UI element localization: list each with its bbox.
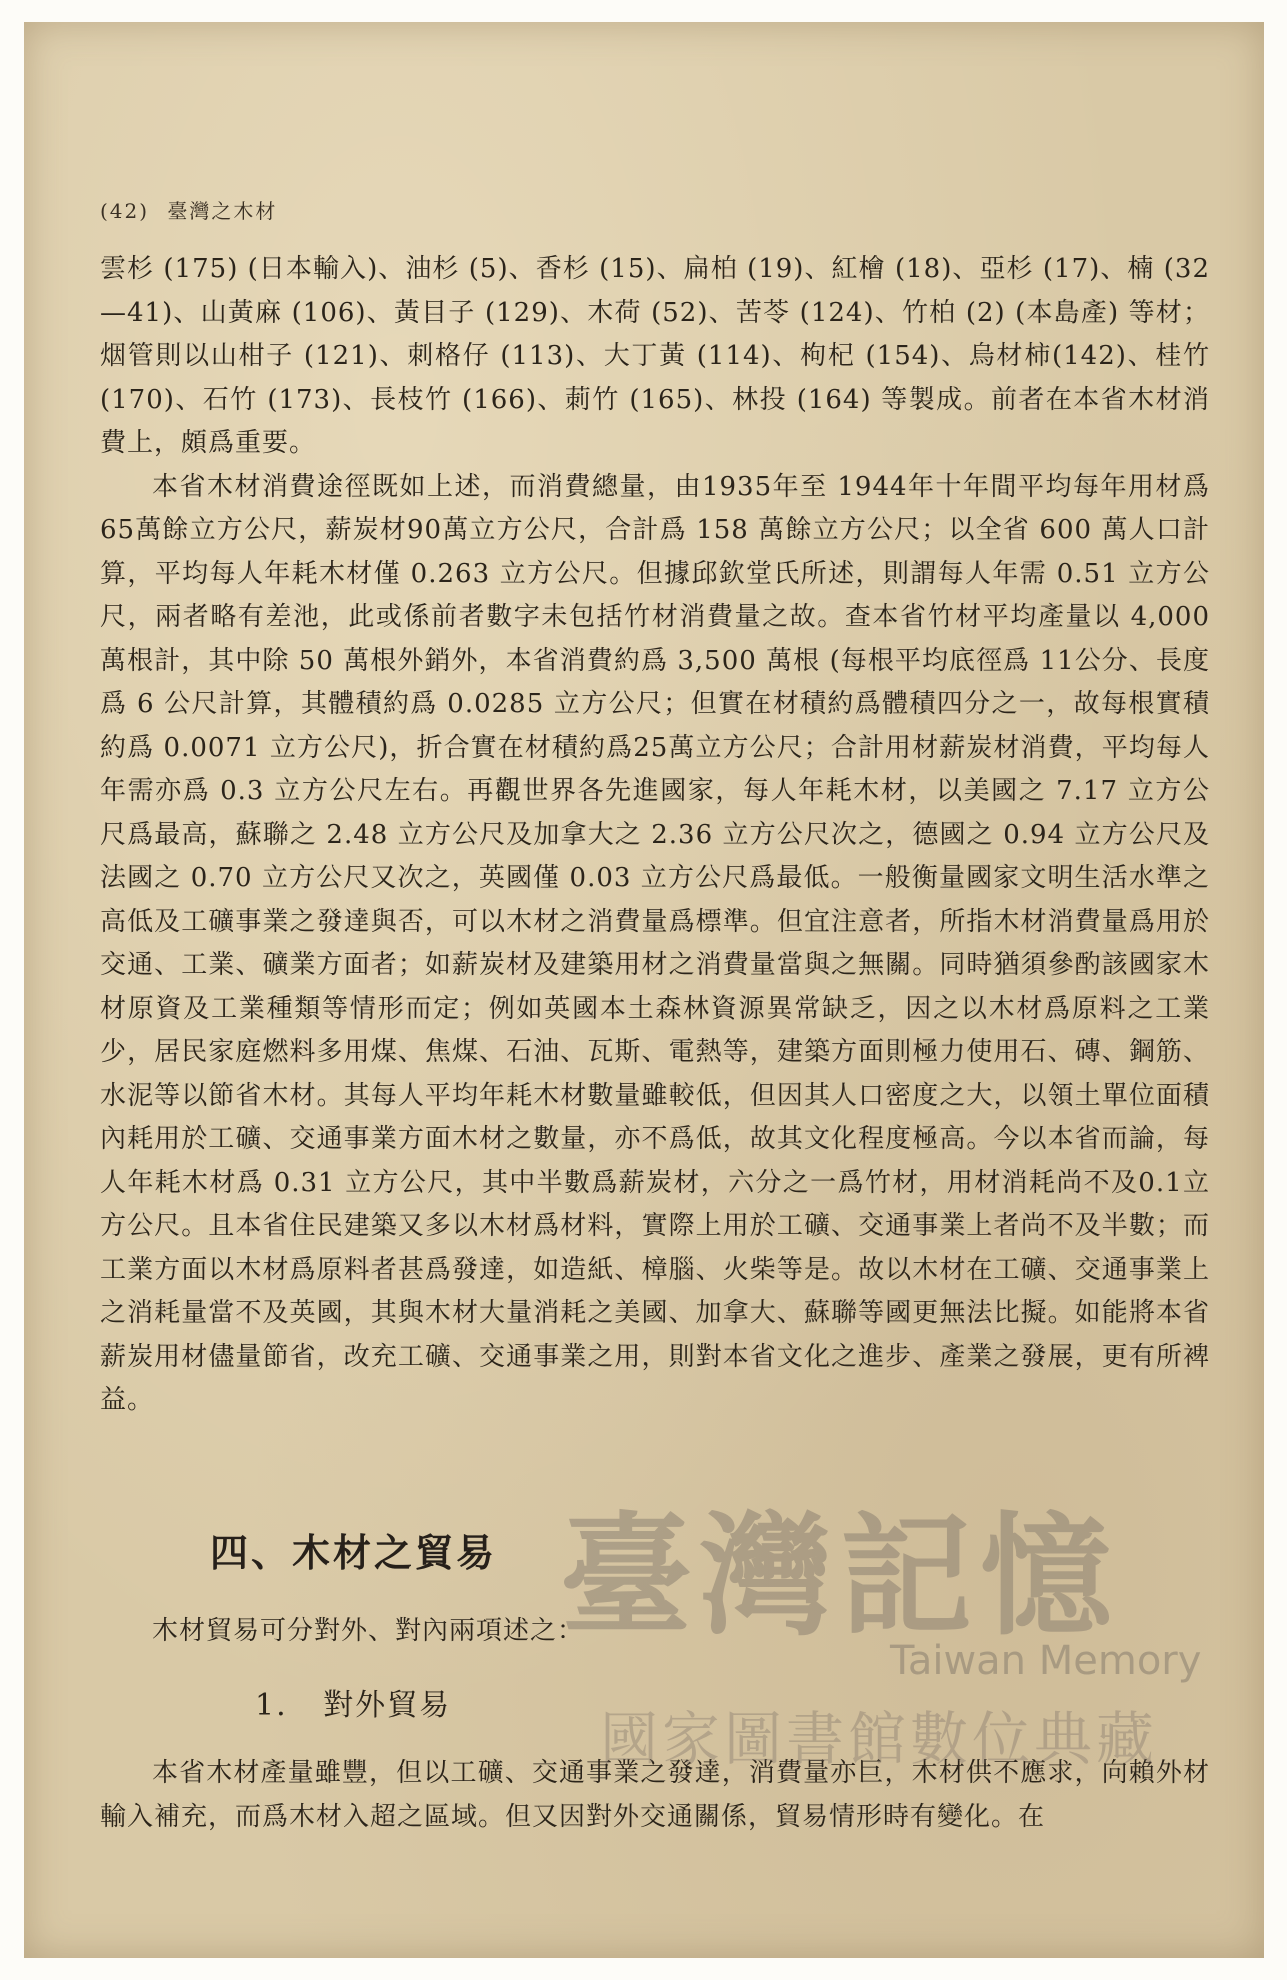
section-title: 四、木材之貿易	[210, 1531, 498, 1575]
paragraph-consumption: 本省木材消費途徑既如上述，而消費總量，由1935年至 1944年十年間平均每年用材爲65萬餘立方公尺，薪炭材90萬立方公尺，合計爲 158 萬餘立方公尺；以全省 600 萬人口計算，平均每人年耗木材僅 0.263 立方公尺。但據邱欽堂氏所述，則謂每人年需 0.51 立方公尺，兩者略有差池，此或係前者數字未包括竹材消費量之故。查本省竹材平均產量以 4,000 萬根計，其中除 50 萬根外銷外，本省消費約爲 3,500 萬根 (每根平均底徑爲 11公分、長度爲 6 公尺計算，其體積約爲 0.0285 立方公尺；但實在材積約爲體積四分之一，故每根實積約爲 0.0071 立方公尺)，折合實在材積約爲25萬立方公尺；合計用材薪炭材消費，平均每人年需亦爲 0.3 立方公尺左右。再觀世界各先進國家，每人年耗木材，以美國之 7.17 立方公尺爲最高，蘇聯之 2.48 立方公尺及加拿大之 2.36 立方公尺次之，德國之 0.94 立方公尺及法國之 0.70 立方公尺又次之，英國僅 0.03 立方公尺爲最低。一般衡量國家文明生活水準之高低及工礦事業之發達與否，可以木材之消費量爲標準。但宜注意者，所指木材消費量爲用於交通、工業、礦業方面者；如薪炭材及建築用材之消費量當與之無關。同時猶須參酌該國家木材原資及工業種類等情形而定；例如英國本土森林資源異常缺乏，因之以木材爲原料之工業少，居民家庭燃料多用煤、焦煤、石油、瓦斯、電熱等，建築方面則極力使用石、磚、鋼筋、水泥等以節省木材。其每人平均年耗木材數量雖較低，但因其人口密度之大，以領土單位面積內耗用於工礦、交通事業方面木材之數量，亦不爲低，故其文化程度極高。今以本省而論，每人年耗木材爲 0.31 立方公尺，其中半數爲薪炭材，六分之一爲竹材，用材消耗尚不及0.1立方公尺。且本省住民建築又多以木材爲材料，實際上用於工礦、交通事業上者尚不及半數；而工業方面以木材爲原料者甚爲發達，如造紙、樟腦、火柴等是。故以木材在工礦、交通事業上之消耗量當不及英國，其與木材大量消耗之美國、加拿大、蘇聯等國更無法比擬。如能將本省薪炭用材儘量節省，改充工礦、交通事業之用，則對本省文化之進步、產業之發展，更有所裨益。	[100, 471, 1210, 1415]
section-intro: 木材貿易可分對外、對內兩項述之：	[152, 1616, 585, 1646]
body-text	[100, 248, 1210, 1423]
watermark-chinese: 臺灣記憶	[560, 1500, 1120, 1654]
running-title: 臺灣之木材	[167, 199, 278, 223]
watermark-english: Taiwan Memory	[890, 1638, 1202, 1684]
sub-heading	[255, 1680, 451, 1724]
running-header	[100, 195, 277, 224]
paragraph-foreign-trade: 本省木材產量雖豐，但以工礦、交通事業之發達，消費量亦巨，木材供不應求，向賴外材輸入補充，而爲木材入超之區域。但又因對外交通關係，貿易情形時有變化。在	[100, 1758, 1210, 1832]
watermark-library: 國家圖書館數位典藏	[600, 1705, 1159, 1773]
sub-heading-title: 對外貿易	[323, 1688, 452, 1723]
body-text-continued	[100, 1752, 1210, 1839]
sub-heading-number: 1.	[255, 1688, 288, 1723]
page-number: (42)	[100, 199, 150, 223]
paragraph-species-list: 雲杉 (175) (日本輸入)、油杉 (5)、香杉 (15)、扁柏 (19)、紅檜 (18)、亞杉 (17)、楠 (32—41)、山黃麻 (106)、黃目子 (129)、木荷 (52)、苦苓 (124)、竹柏 (2) (本島產) 等材；烟管則以山柑子 (121)、刺格仔 (113)、大丁黃 (114)、枸杞 (154)、烏材柿(142)、桂竹 (170)、石竹 (173)、長枝竹 (166)、莿竹 (165)、林投 (164) 等製成。前者在本省木材消費上，頗爲重要。	[100, 254, 1210, 458]
